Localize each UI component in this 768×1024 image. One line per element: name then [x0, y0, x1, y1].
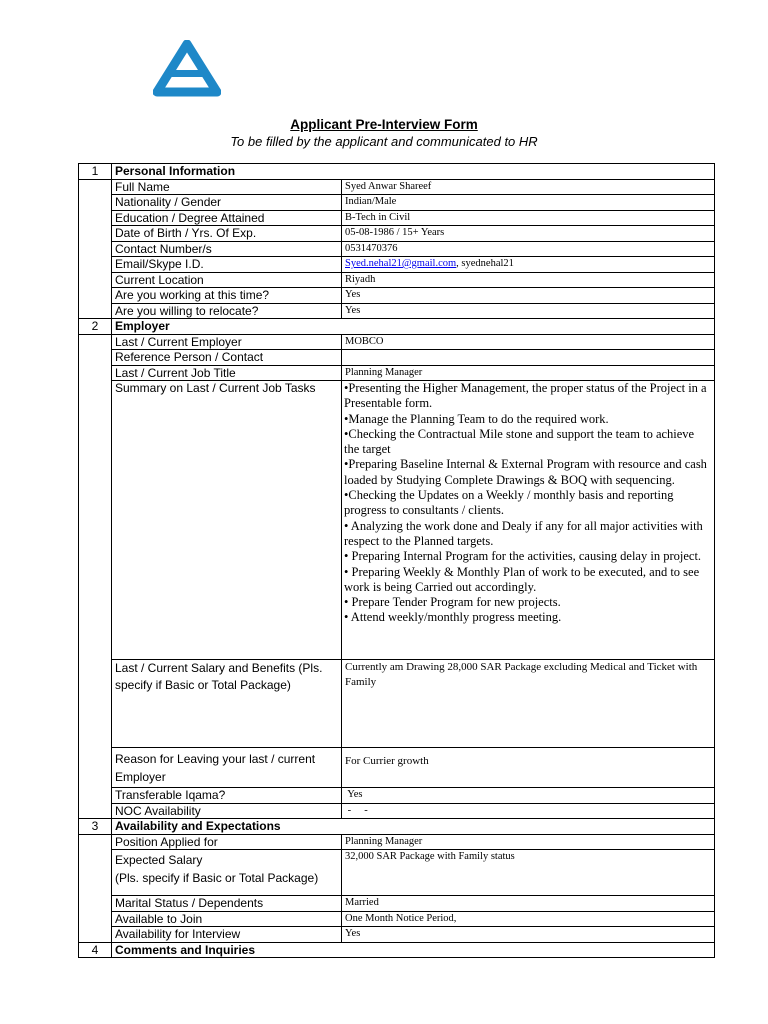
- task-item: •Manage the Planning Team to do the required work.: [344, 411, 609, 426]
- position-value[interactable]: Planning Manager: [342, 834, 715, 850]
- field-label: Full Name: [112, 179, 342, 195]
- section-title: Comments and Inquiries: [112, 942, 715, 958]
- form-title: Applicant Pre-Interview Form: [290, 117, 478, 132]
- marital-value[interactable]: Married: [342, 896, 715, 912]
- noc-value[interactable]: - -: [342, 803, 715, 819]
- field-label: Reason for Leaving your last / current Employer: [112, 748, 342, 788]
- form-row-interview: [79, 927, 715, 943]
- form-row-full-name: [79, 179, 715, 195]
- section-number: 2: [79, 319, 112, 335]
- job-title-value[interactable]: Planning Manager: [342, 365, 715, 381]
- full-name-value[interactable]: Syed Anwar Shareef: [342, 179, 715, 195]
- education-value[interactable]: B-Tech in Civil: [342, 210, 715, 226]
- task-item: •Checking the Contractual Mile stone and support the team to achieve the target: [344, 426, 695, 457]
- applicant-form-table: [78, 163, 715, 958]
- skype-id: , syednehal21: [456, 258, 514, 269]
- form-row-job-title: [79, 365, 715, 381]
- company-logo: [153, 40, 221, 98]
- task-item: •Preparing Baseline Internal & External Program with resource and cash loaded by Studying Complete Drawings & BOQ with sequencing.: [344, 457, 707, 487]
- field-label: Email/Skype I.D.: [112, 257, 342, 273]
- reason-value[interactable]: For Currier growth: [342, 748, 715, 788]
- section-number: 4: [79, 942, 112, 958]
- field-label: Last / Current Employer: [112, 334, 342, 350]
- section-title: Availability and Expectations: [112, 819, 715, 835]
- task-item: •Checking the Updates on a Weekly / monthly basis and reporting progress to consultants / clients.: [344, 488, 674, 518]
- iqama-value[interactable]: Yes: [342, 788, 715, 804]
- section-number: 3: [79, 819, 112, 835]
- form-row-email: [79, 257, 715, 273]
- form-row-reference: [79, 350, 715, 366]
- field-label: Available to Join: [112, 911, 342, 927]
- row-number-spacer: [79, 179, 112, 319]
- field-label: Last / Current Salary and Benefits (Pls. specify if Basic or Total Package): [112, 660, 342, 748]
- form-row-iqama: [79, 788, 715, 804]
- email-value: [342, 257, 715, 273]
- expected-salary-note: (Pls. specify if Basic or Total Package): [115, 871, 319, 885]
- expected-salary-label: Expected Salary: [115, 853, 203, 867]
- section-header-availability: [79, 819, 715, 835]
- interview-value[interactable]: Yes: [342, 927, 715, 943]
- field-label: Education / Degree Attained: [112, 210, 342, 226]
- field-label: [112, 850, 342, 896]
- form-row-last-employer: [79, 334, 715, 350]
- section-header-comments: [79, 942, 715, 958]
- field-label: Marital Status / Dependents: [112, 896, 342, 912]
- form-row-dob: [79, 226, 715, 242]
- reference-value[interactable]: [342, 350, 715, 366]
- join-value[interactable]: One Month Notice Period,: [342, 911, 715, 927]
- form-row-noc: [79, 803, 715, 819]
- task-item: • Analyzing the work done and Dealy if any for all major activities with respect to the Planned targets.: [344, 518, 703, 548]
- form-row-salary: [79, 660, 715, 748]
- last-employer-value[interactable]: MOBCO: [342, 334, 715, 350]
- form-row-relocate: [79, 303, 715, 319]
- nationality-value[interactable]: Indian/Male: [342, 195, 715, 211]
- form-row-working: [79, 288, 715, 304]
- form-row-nationality: [79, 195, 715, 211]
- form-row-education: [79, 210, 715, 226]
- section-number: 1: [79, 164, 112, 180]
- field-label: Are you working at this time?: [112, 288, 342, 304]
- job-tasks-value[interactable]: [342, 381, 715, 660]
- section-title: Employer: [112, 319, 715, 335]
- location-value[interactable]: Riyadh: [342, 272, 715, 288]
- form-row-location: [79, 272, 715, 288]
- email-link[interactable]: Syed.nehal21@gmail.com: [345, 258, 457, 269]
- row-number-spacer: [79, 834, 112, 942]
- form-subtitle: To be filled by the applicant and communicated to HR: [230, 134, 538, 149]
- form-row-contact: [79, 241, 715, 257]
- relocate-value[interactable]: Yes: [342, 303, 715, 319]
- working-value[interactable]: Yes: [342, 288, 715, 304]
- salary-value[interactable]: Currently am Drawing 28,000 SAR Package excluding Medical and Ticket with Family: [342, 660, 715, 748]
- field-label: Contact Number/s: [112, 241, 342, 257]
- section-header-personal: [79, 164, 715, 180]
- expected-salary-value[interactable]: 32,000 SAR Package with Family status: [342, 850, 715, 896]
- row-number-spacer: [79, 334, 112, 819]
- field-label: Date of Birth / Yrs. Of Exp.: [112, 226, 342, 242]
- task-item: • Prepare Tender Program for new projects.: [344, 595, 561, 610]
- form-row-job-tasks: [79, 381, 715, 660]
- section-header-employer: [79, 319, 715, 335]
- field-label: Are you willing to relocate?: [112, 303, 342, 319]
- task-item: • Preparing Weekly & Monthly Plan of work to be executed, and to see work is being Carried out accordingly.: [344, 564, 700, 594]
- task-item: • Attend weekly/monthly progress meeting.: [344, 610, 562, 625]
- field-label: Last / Current Job Title: [112, 365, 342, 381]
- field-label: Position Applied for: [112, 834, 342, 850]
- task-item: •Presenting the Higher Management, the proper status of the Project in a Presentable form.: [344, 381, 707, 411]
- field-label: Current Location: [112, 272, 342, 288]
- field-label: Reference Person / Contact: [112, 350, 342, 366]
- field-label: Summary on Last / Current Job Tasks: [112, 381, 342, 660]
- contact-value[interactable]: 0531470376: [342, 241, 715, 257]
- field-label: Nationality / Gender: [112, 195, 342, 211]
- field-label: Availability for Interview: [112, 927, 342, 943]
- form-row-reason: [79, 748, 715, 788]
- field-label: Transferable Iqama?: [112, 788, 342, 804]
- form-row-position: [79, 834, 715, 850]
- form-row-expected-salary: [79, 850, 715, 896]
- form-row-marital: [79, 896, 715, 912]
- form-row-join: [79, 911, 715, 927]
- task-item: • Preparing Internal Program for the activities, causing delay in project.: [344, 549, 702, 564]
- dob-value[interactable]: 05-08-1986 / 15+ Years: [342, 226, 715, 242]
- section-title: Personal Information: [112, 164, 715, 180]
- field-label: NOC Availability: [112, 803, 342, 819]
